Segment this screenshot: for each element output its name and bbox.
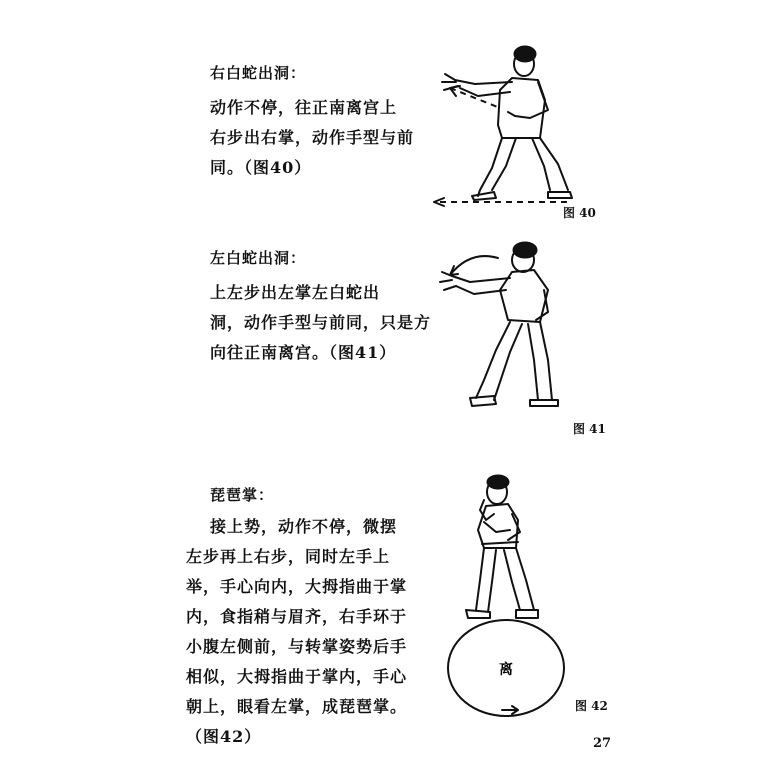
figure-caption-41: 图 41 <box>573 422 606 436</box>
ground-label: 离 <box>499 662 513 678</box>
section-heading-3: 琵琶掌： <box>210 486 275 504</box>
section-text-1 <box>210 93 414 183</box>
text-line: 向往正南离宫。（图41） <box>210 343 397 362</box>
text-line: 相似，大拇指曲于掌内，手心 <box>186 667 408 686</box>
text-line: 接上势，动作不停，微摆 <box>210 517 398 536</box>
section-heading-1: 右白蛇出洞： <box>210 64 307 82</box>
text-line: 左步再上右步，同时左手上 <box>186 547 391 566</box>
text-line: 同。（图40） <box>210 158 312 177</box>
section-text-3 <box>186 512 407 752</box>
figure-caption-40: 图 40 <box>563 206 596 220</box>
figure-caption-42: 图 42 <box>575 699 608 713</box>
figure-40-illustration <box>420 40 590 210</box>
text-line: 小腹左侧前，与转掌姿势后手 <box>186 637 408 656</box>
text-line: 举，手心向内，大拇指曲于掌 <box>186 577 408 596</box>
figure-41-illustration <box>430 240 580 415</box>
text-line: 朝上，眼看左掌，成琵琶掌。 <box>186 697 408 716</box>
text-line: 动作不停，往正南离宫上 <box>210 98 398 117</box>
text-line: 洞，动作手型与前同，只是方 <box>210 313 432 332</box>
text-line: 右步出右掌，动作手型与前 <box>210 128 415 147</box>
text-line: 上左步出左掌左白蛇出 <box>210 283 381 302</box>
figure-42-illustration <box>440 470 580 720</box>
page-number: 27 <box>593 736 612 751</box>
section-text-2 <box>210 278 431 368</box>
text-line: 内，食指稍与眉齐，右手环于 <box>186 607 408 626</box>
section-heading-2: 左白蛇出洞： <box>210 249 307 267</box>
text-line: （图42） <box>186 727 262 746</box>
